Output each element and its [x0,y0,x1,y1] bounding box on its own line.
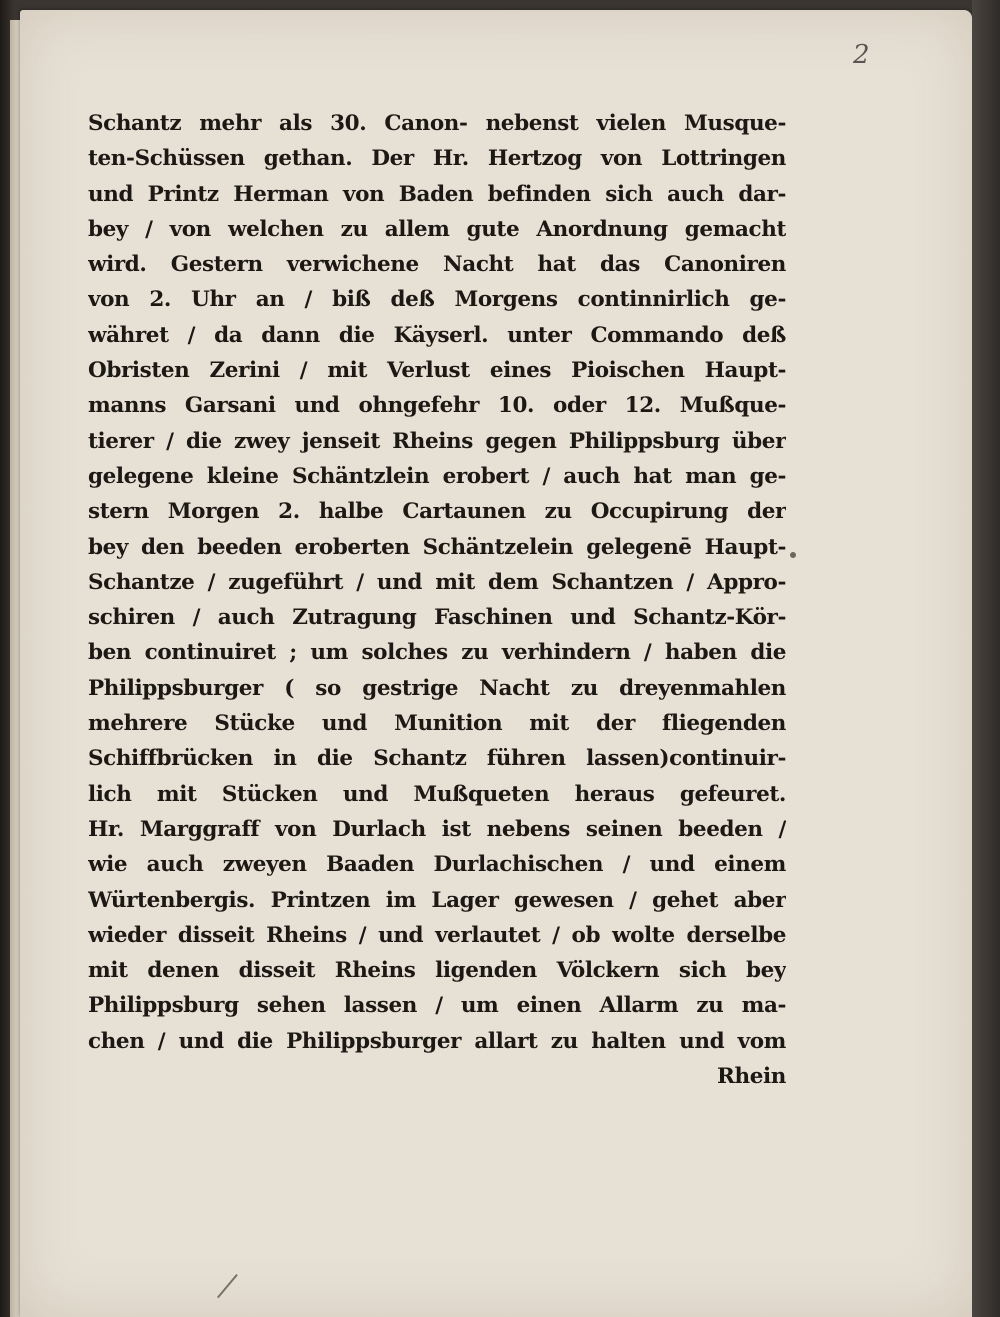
text-line: Würtenbergis. Printzen im Lager gewesen / gehet aber [88,887,786,913]
text-line: von 2. Uhr an / biß deß Morgens continnirlich ge- [88,287,786,313]
text-line: chen / und die Philippsburger allart zu halten und vom [88,1028,786,1054]
page-body-text [88,106,786,1094]
text-line: wird. Gestern verwichene Nacht hat das Canoniren [88,252,786,278]
scan-right-edge [972,0,1000,1317]
text-line: Schiffbrücken in die Schantz führen lassen)continuir- [88,746,786,772]
text-line: tierer / die zwey jenseit Rheins gegen Philippsburg über [88,428,786,454]
text-line: Hr. Marggraff von Durlach ist nebens seinen beeden / [88,816,786,842]
text-line: Schantz mehr als 30. Canon- nebenst vielen Musque- [88,111,786,136]
text-line: Philippsburger ( so gestrige Nacht zu dreyenmahlen [88,675,786,701]
text-line: wieder disseit Rheins / und verlautet / ob wolte derselbe [88,922,786,948]
text-line: ten-Schüssen gethan. Der Hr. Hertzog von Lottringen [88,146,786,172]
text-line: Schantze / zugeführt / und mit dem Schantzen / Appro- [88,569,786,595]
text-line: mit denen disseit Rheins ligenden Völckern sich bey [88,958,786,984]
text-line: Philippsburg sehen lassen / um einen Allarm zu ma- [88,993,786,1019]
text-line: schiren / auch Zutragung Faschinen und Schantz-Kör- [88,605,786,631]
text-line: und Printz Herman von Baden befinden sich auch dar- [88,181,786,207]
page-number: 2 [853,40,870,70]
text-line: währet / da dann die Käyserl. unter Commando deß [88,322,786,348]
text-line: ben continuiret ; um solches zu verhindern / haben die [88,640,786,666]
text-line: Obristen Zerini / mit Verlust eines Pioischen Haupt- [88,358,786,384]
ink-speck [790,552,796,558]
text-line: manns Garsani und ohngefehr 10. oder 12. Mußque- [88,393,786,419]
text-line: mehrere Stücke und Munition mit der fliegenden [88,711,786,737]
text-line: bey / von welchen zu allem gute Anordnung gemacht [88,216,786,242]
text-line: gelegene kleine Schäntzlein erobert / auch hat man ge- [88,463,786,489]
text-line: lich mit Stücken und Mußqueten heraus gefeuret. [88,781,786,807]
text-line: stern Morgen 2. halbe Cartaunen zu Occupirung der [88,499,786,525]
text-line: bey den beeden eroberten Schäntzelein gelegenē Haupt- [88,534,786,560]
text-line: wie auch zweyen Baaden Durlachischen / und einem [88,852,786,878]
catchword: Rhein [717,1064,786,1090]
